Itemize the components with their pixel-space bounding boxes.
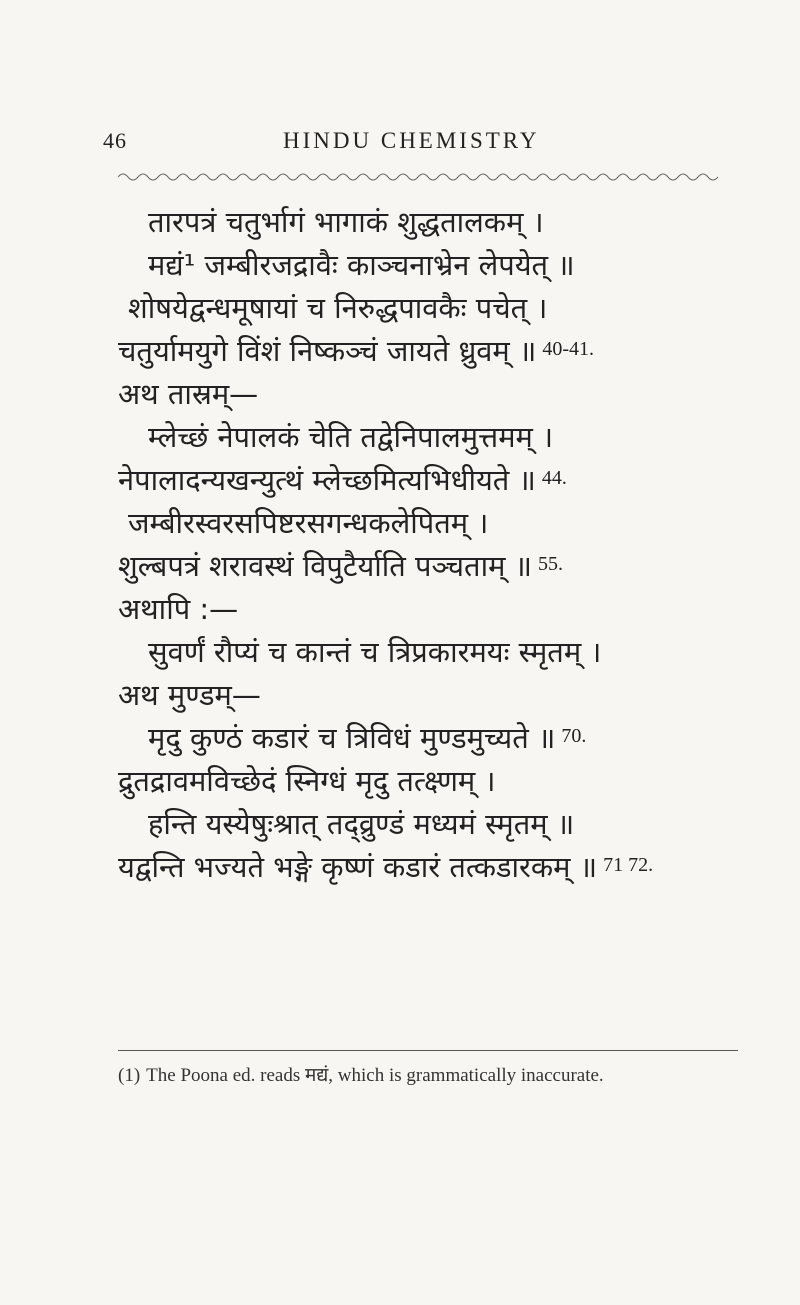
verse-line [118,420,738,466]
verse-line [118,377,738,423]
verse-text: तारपत्रं चतुर्भागं भागाकं शुद्धतालकम् । [148,205,544,239]
verse-text: म्लेच्छं नेपालकं चेति तद्वेनिपालमुत्तमम् । [148,420,554,454]
verse-text: मृदु कुण्ठं कडारं च त्रिविधं मुण्डमुच्यते ॥ [148,721,556,755]
verse-text: हन्ति यस्येषुःश्रात् तद्व्रुण्डं मध्यमं स्मृतम् ॥ [148,807,575,841]
verse-line [118,850,738,896]
verse-line [118,678,738,724]
verse-line [118,635,738,681]
page-number: 46 [103,128,127,153]
verse-text: नेपालादन्यखन्युत्थं म्लेच्छमित्यभिधीयते ॥ [118,463,536,497]
verse-text: अथ मुण्डम्— [118,678,261,712]
verse-text: द्रुतद्रावमविच्छेदं स्निग्धं मृदु तत्क्ष्णम् । [118,764,496,798]
verse-text: जम्बीरस्वरसपिष्टरसगन्धकलेपितम् । [128,506,489,540]
verse-line [118,463,738,509]
footnote [118,1060,738,1092]
running-title: HINDU CHEMISTRY [283,128,540,153]
verse-number: 71 72. [603,854,654,876]
verse-text: शोषयेद्वन्धमूषायां च निरुद्धपावकैः पचेत् । [128,291,548,325]
verse-number: 44. [541,467,567,489]
footnote-text: The Poona ed. reads मद्यं, which is grammatically inaccurate. [146,1065,604,1086]
verse-number: 55. [538,553,564,575]
verse-text: मद्यं¹ जम्बीरजद्रावैः काञ्चनाभ्रेन लेपयेत् ॥ [148,248,575,282]
verse-line [118,291,738,337]
footnote-mark: (1) [118,1065,141,1086]
verse-text: चतुर्यामयुगे विंशं निष्कञ्चं जायते ध्रुवम् ॥ [118,334,537,368]
verse-line [118,807,738,853]
verse-body [118,205,738,896]
footnote-divider [118,1050,738,1051]
verse-line [118,721,738,767]
verse-line [118,764,738,810]
verse-text: अथापि :— [118,592,239,626]
verse-text: यद्वन्ति भज्यते भङ्गे कृष्णं कडारं तत्कडारकम् ॥ [118,850,598,884]
verse-text: शुल्बपत्रं शरावस्थं विपुटैर्याति पञ्चताम् ॥ [118,549,533,583]
verse-number: 40-41. [542,338,595,360]
verse-line [118,205,738,251]
verse-number: 70. [561,725,587,747]
ornamental-rule [118,170,718,184]
verse-line [118,248,738,294]
verse-line [118,592,738,638]
verse-line [118,549,738,595]
verse-text: अथ तास्रम्— [118,377,259,411]
page-header [103,128,725,162]
verse-line [118,334,738,380]
verse-text: सुवर्णं रौप्यं च कान्तं च त्रिप्रकारमयः स्मृतम् । [148,635,602,669]
verse-line [118,506,738,552]
